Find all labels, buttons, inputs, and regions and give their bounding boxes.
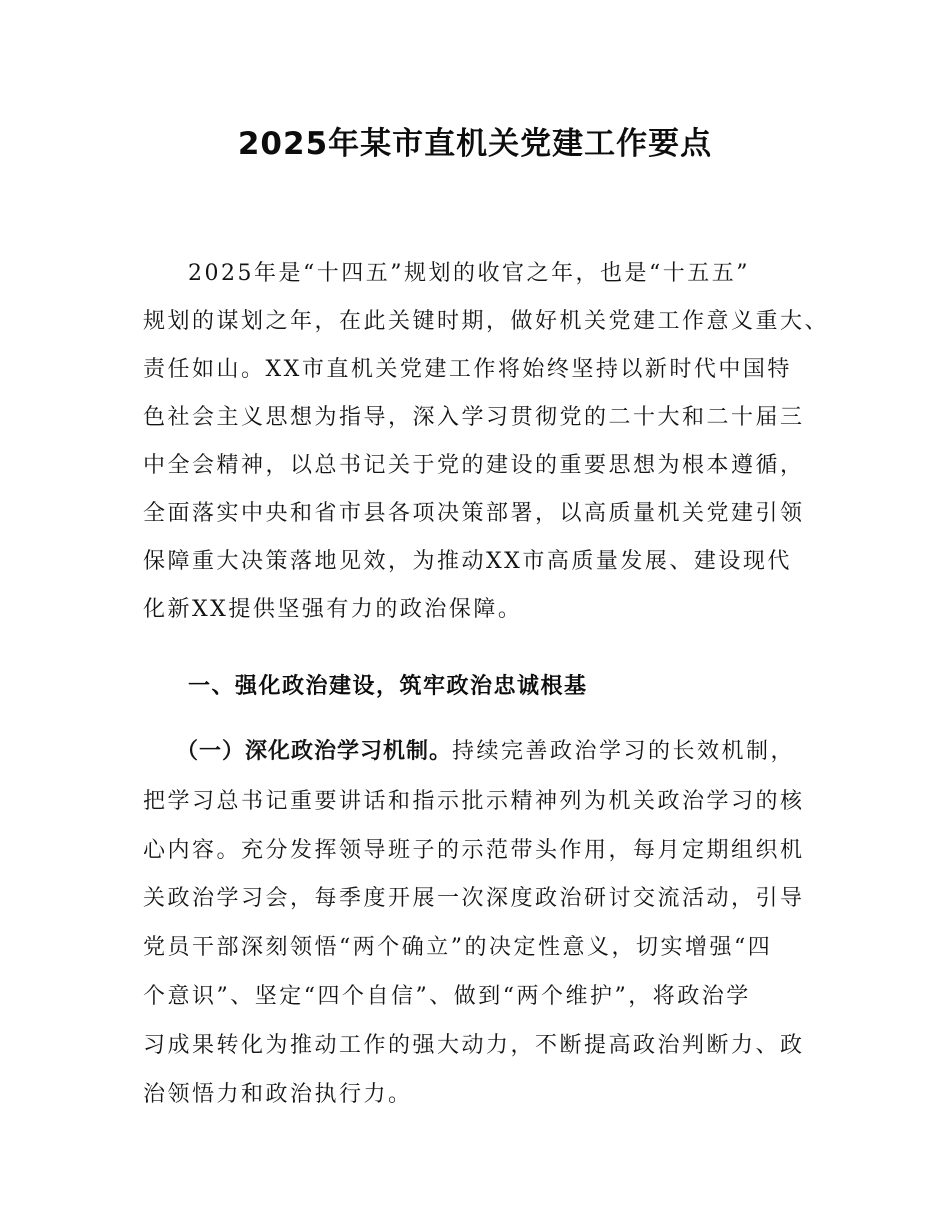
- section-heading: 一、强化政治建设，筑牢政治忠诚根基: [188, 674, 588, 699]
- subsection-heading: （一）深化政治学习机制。: [176, 739, 453, 764]
- intro-line: 全面落实中央和省市县各项决策部署，以高质量机关党建引领: [143, 501, 805, 526]
- intro-line: 2025年是“十四五”规划的收官之年，也是“十五五”: [188, 261, 750, 286]
- subsection-line: 把学习总书记重要讲话和指示批示精神列为机关政治学习的核: [143, 789, 805, 814]
- subsection-first-line: [176, 737, 795, 767]
- subsection-line: 关政治学习会，每季度开展一次深度政治研讨交流活动，引导: [143, 886, 805, 911]
- subsection-line: 持续完善政治学习的长效机制，: [452, 739, 796, 764]
- subsection-line: 习成果转化为推动工作的强大动力，不断提高政治判断力、政: [143, 1033, 805, 1058]
- intro-line: 规划的谋划之年，在此关键时期，做好机关党建工作意义重大、: [143, 309, 830, 334]
- intro-line: 责任如山。XX市直机关党建工作将始终坚持以新时代中国特: [143, 357, 792, 382]
- intro-line: 色社会主义思想为指导，深入学习贯彻党的二十大和二十届三: [143, 405, 805, 430]
- subsection-line: 个意识”、坚定“四个自信”、做到“两个维护”，将政治学: [143, 984, 751, 1009]
- document-title: 2025年某市直机关党建工作要点: [237, 126, 713, 162]
- subsection-line: 治领悟力和政治执行力。: [143, 1082, 413, 1107]
- subsection-line: 心内容。充分发挥领导班子的示范带头作用，每月定期组织机: [143, 838, 805, 863]
- intro-line: 化新XX提供坚强有力的政治保障。: [143, 597, 523, 622]
- intro-line: 保障重大决策落地见效，为推动XX市高质量发展、建设现代: [143, 549, 792, 574]
- intro-line: 中全会精神，以总书记关于党的建设的重要思想为根本遵循，: [143, 453, 805, 478]
- subsection-line: 党员干部深刻领悟“两个确立”的决定性意义，切实增强“四: [143, 935, 773, 960]
